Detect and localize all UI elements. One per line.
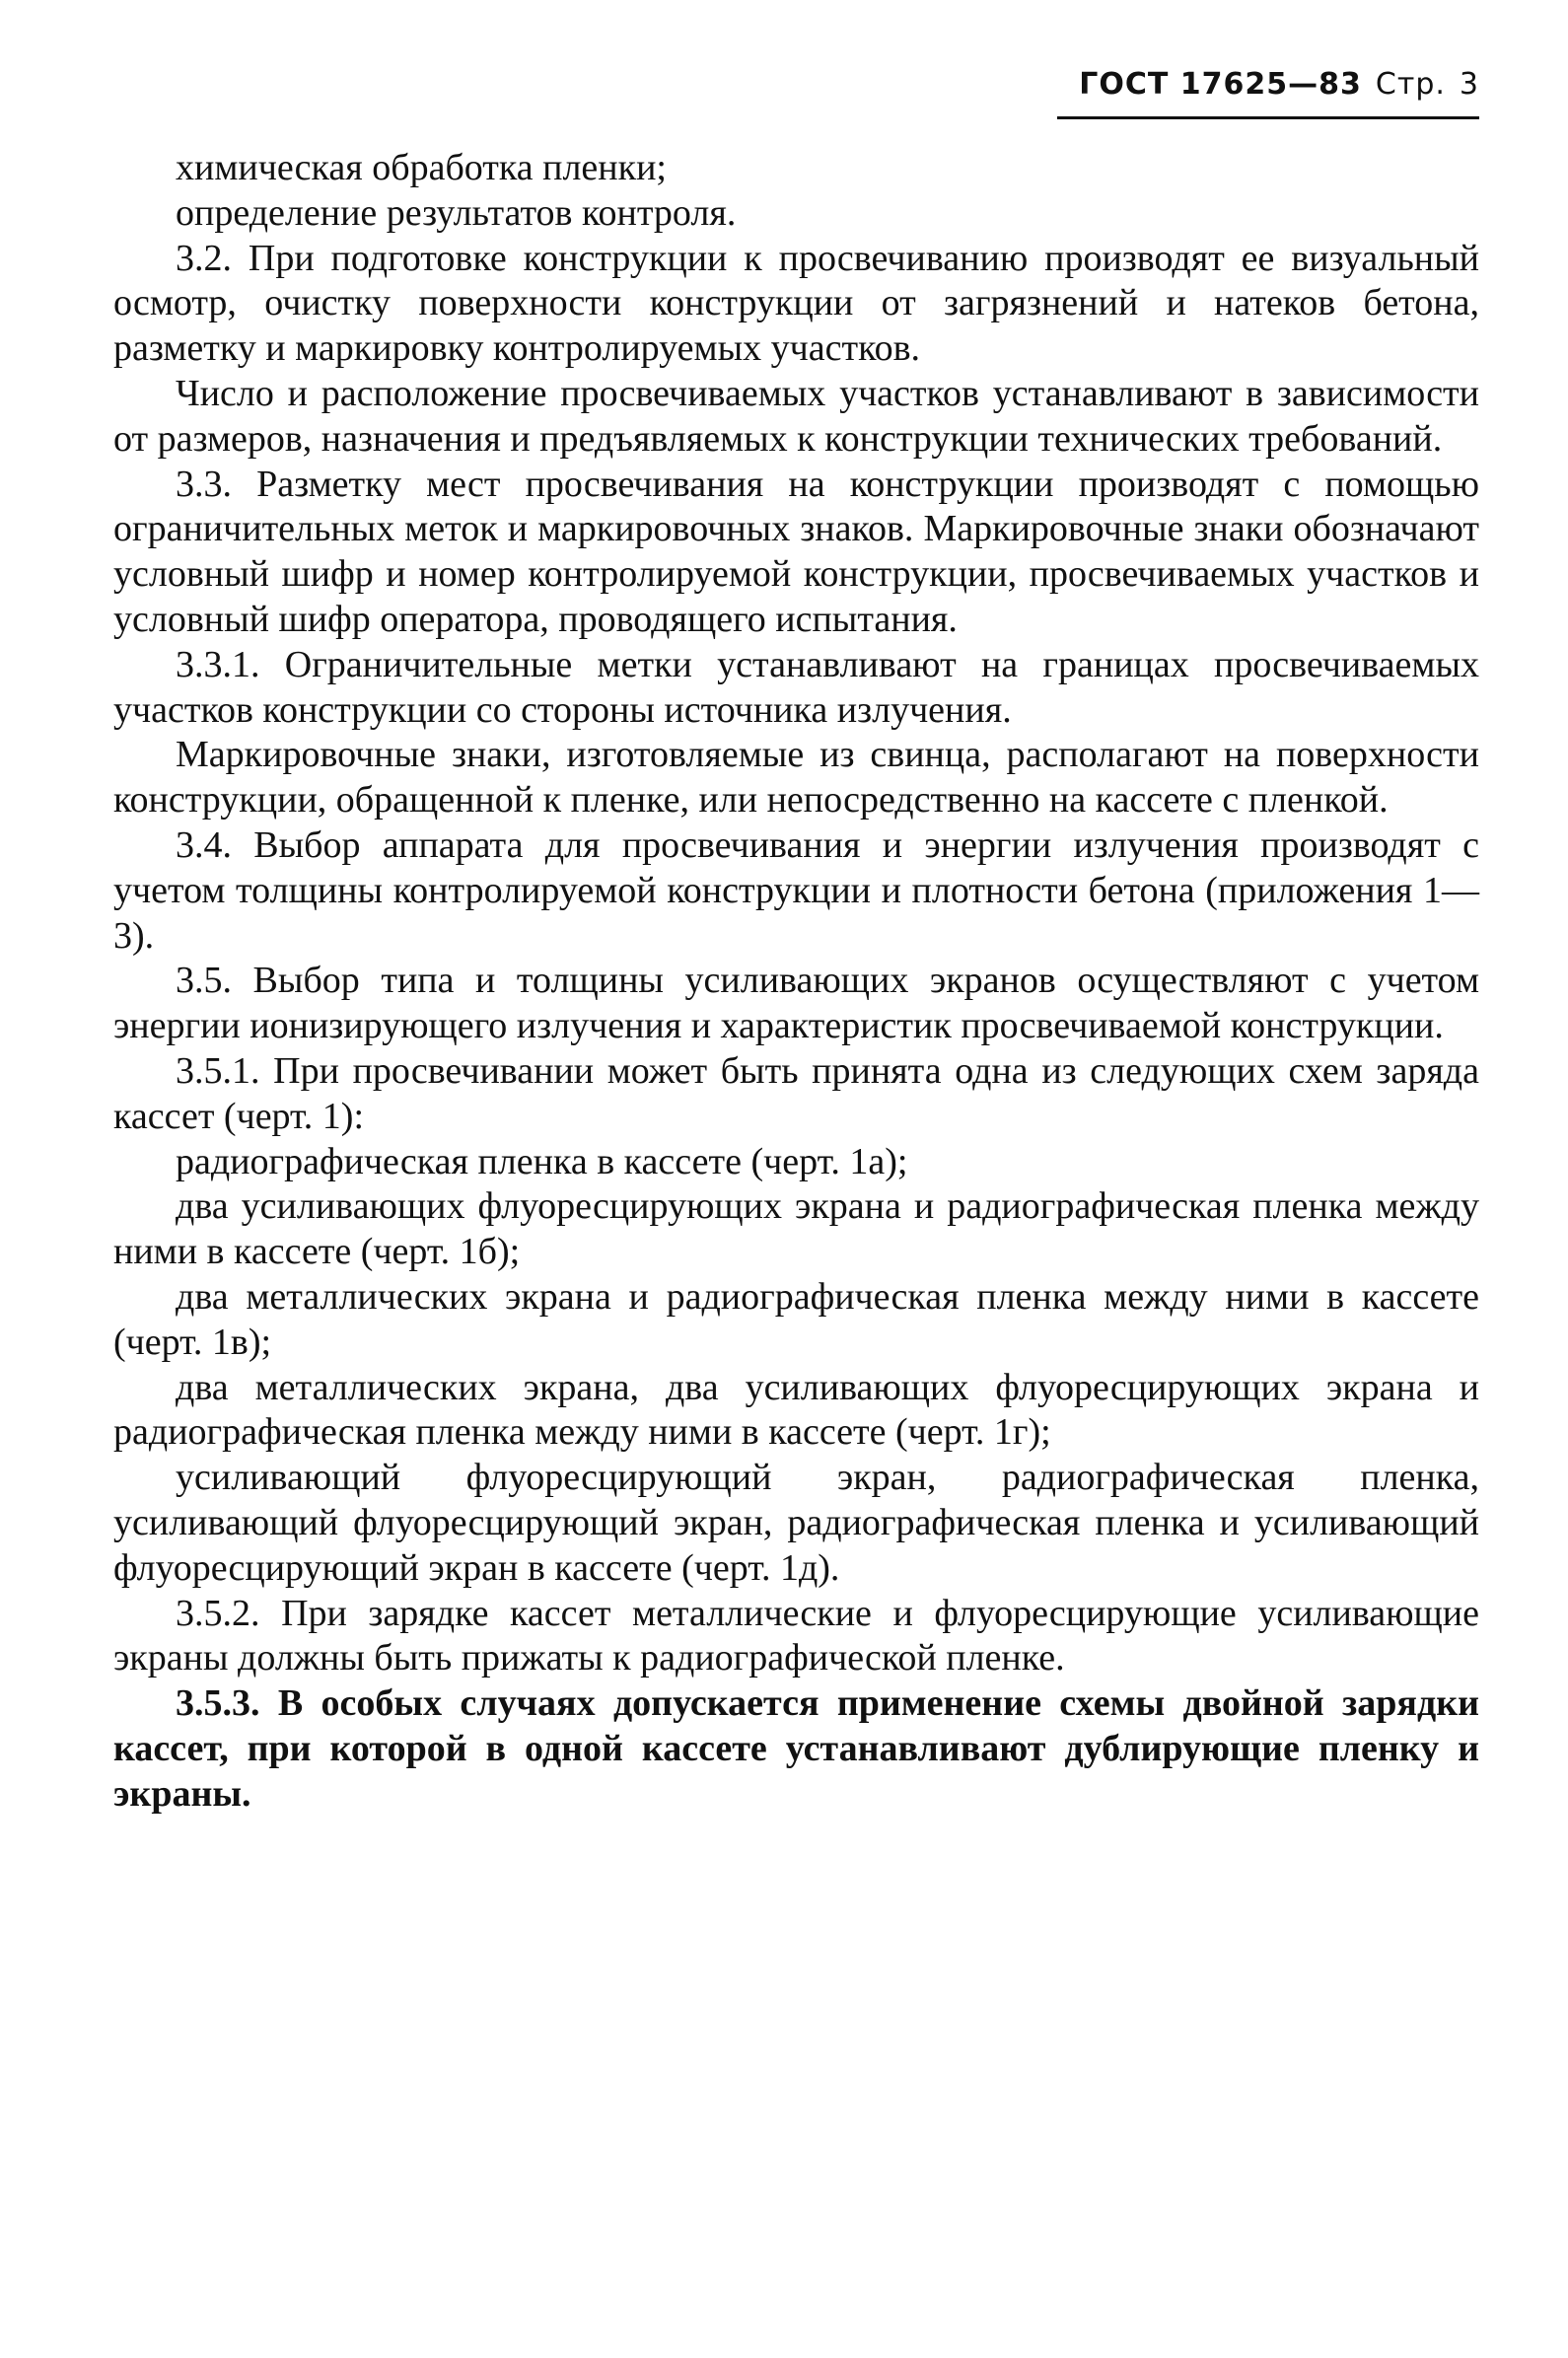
- paragraph: Число и расположение просвечиваемых участков устанавливают в зависимости от размеров, назначения и предъявляемых к конструкции технических требований.: [113, 372, 1479, 460]
- paragraph: 3.5.1. При просвечивании может быть принята одна из следующих схем заряда кассет (черт. 1):: [113, 1049, 1479, 1137]
- paragraph: 3.5. Выбор типа и толщины усиливающих экранов осуществляют с учетом энергии ионизирующего излучения и характеристик просвечиваемой конструкции.: [113, 960, 1479, 1047]
- standard-number: ГОСТ 17625—83: [1079, 67, 1362, 102]
- page-label: Стр.: [1375, 67, 1446, 102]
- paragraph: 3.3. Разметку мест просвечивания на конструкции производят с помощью ограничительных меток и маркировочных знаков. Маркировочные знаки обозначают условный шифр и номер контролируемой конструкции, просвечиваемых участков и условный шифр оператора, проводящего испытания.: [113, 463, 1479, 640]
- paragraph: химическая обработка пленки;: [176, 147, 667, 188]
- paragraph: радиографическая пленка в кассете (черт. 1а);: [176, 1140, 908, 1182]
- body-text: [113, 146, 1479, 1817]
- page-number: 3: [1459, 67, 1479, 102]
- paragraph: 3.4. Выбор аппарата для просвечивания и энергии излучения производят с учетом толщины контролируемой конструкции и плотности бетона (приложения 1—3).: [113, 823, 1479, 957]
- paragraph: 3.5.2. При зарядке кассет металлические и флуоресцирующие усиливающие экраны должны быть прижаты к радиографической пленке.: [113, 1592, 1479, 1679]
- paragraph: два металлических экрана и радиографическая пленка между ними в кассете (черт. 1в);: [113, 1275, 1479, 1363]
- paragraph: 3.2. При подготовке конструкции к просвечиванию производят ее визуальный осмотр, очистку поверхности конструкции от загрязнений и натеков бетона, разметку и маркировку контролируемых участков.: [113, 237, 1479, 370]
- paragraph: усиливающий флуоресцирующий экран, радиографическая пленка, усиливающий флуоресцирующий экран, радиографическая пленка и усиливающий флуоресцирующий экран в кассете (черт. 1д).: [113, 1457, 1479, 1589]
- header-rule: [1057, 116, 1479, 119]
- paragraph: Маркировочные знаки, изготовляемые из свинца, располагают на поверхности конструкции, обращенной к пленке, или непосредственно на кассете с пленкой.: [113, 734, 1479, 822]
- paragraph: два усиливающих флуоресцирующих экрана и радиографическая пленка между ними в кассете (черт. 1б);: [113, 1185, 1479, 1273]
- paragraph: 3.5.3. В особых случаях допускается применение схемы двойной зарядки кассет, при которой в одной кассете устанавливают дублирующие пленку и экраны.: [113, 1682, 1479, 1815]
- paragraph: 3.3.1. Ограничительные метки устанавливают на границах просвечиваемых участков конструкции со стороны источника излучения.: [113, 643, 1479, 731]
- paragraph: определение результатов контроля.: [176, 191, 737, 234]
- page-header: [1079, 67, 1479, 102]
- paragraph: два металлических экрана, два усиливающих флуоресцирующих экрана и радиографическая пленка между ними в кассете (черт. 1г);: [113, 1366, 1479, 1454]
